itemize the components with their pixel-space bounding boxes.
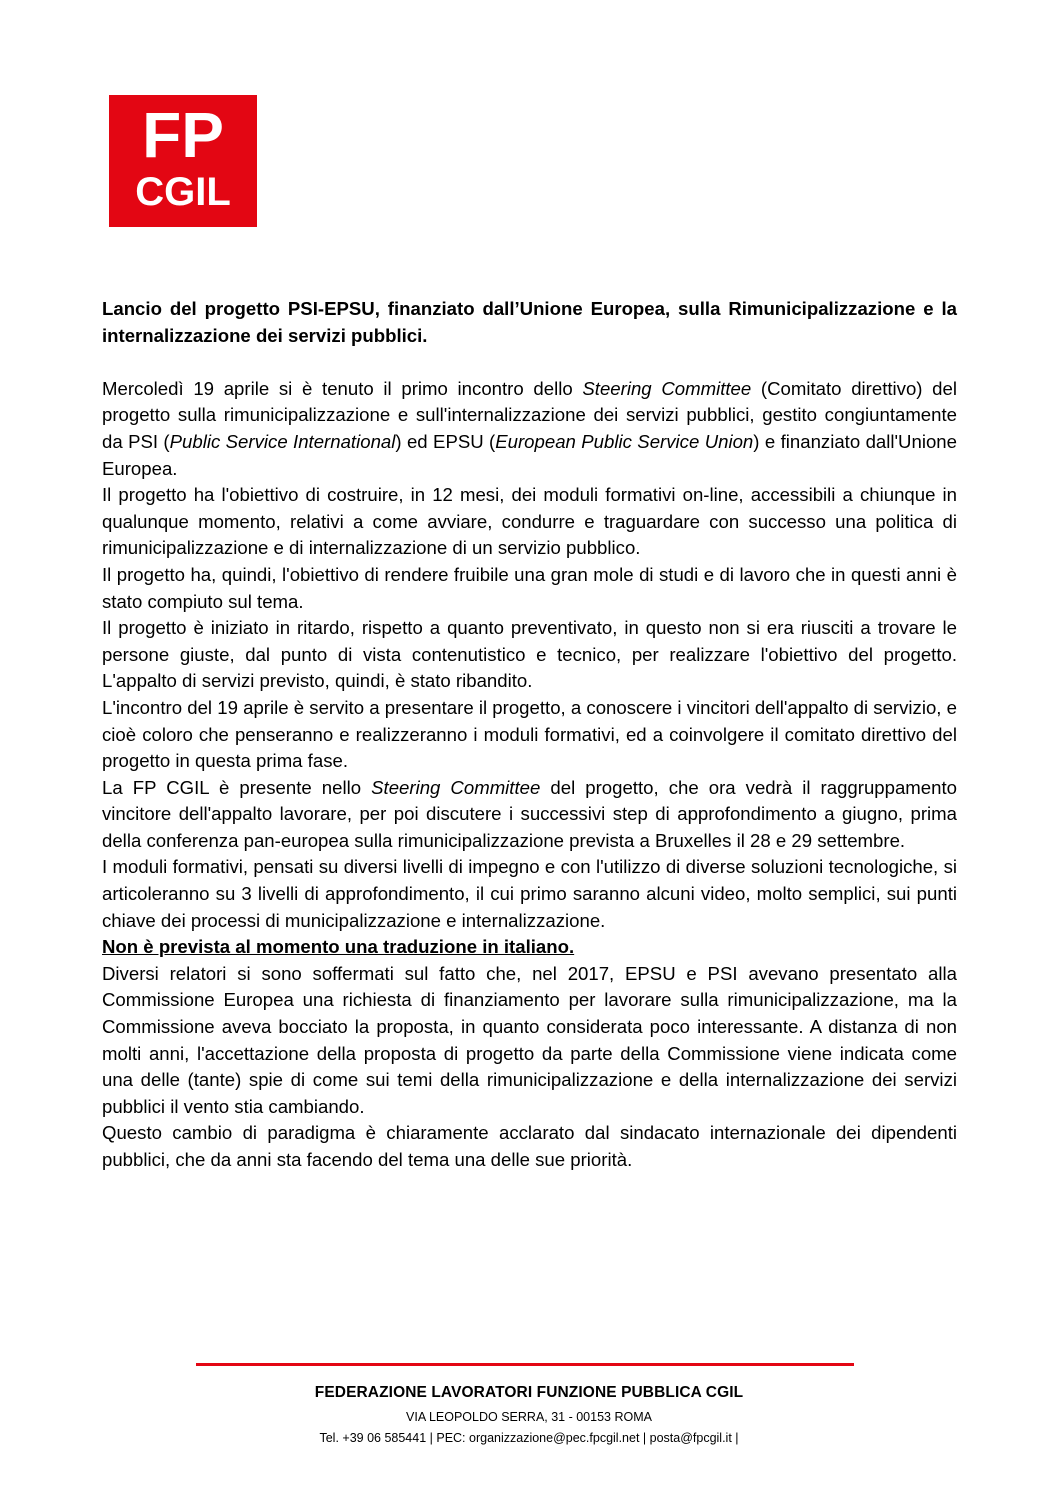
document-body bbox=[102, 296, 957, 1174]
footer-organization: FEDERAZIONE LAVORATORI FUNZIONE PUBBLICA CGIL bbox=[314, 1384, 744, 1401]
paragraph-list bbox=[102, 376, 957, 1174]
body-paragraph: La FP CGIL è presente nello Steering Committee del progetto, che ora vedrà il raggruppamento vincitore dell'appalto lavorare, per poi discutere i successivi step di approfondimento a giugno, prima della conferenza pan-europea sulla rimunicipalizzazione prevista a Bruxelles il 28 e 29 settembre. bbox=[102, 776, 957, 851]
body-paragraph: Non è prevista al momento una traduzione in italiano. bbox=[102, 936, 575, 958]
body-paragraph: Il progetto è iniziato in ritardo, rispetto a quanto preventivato, in questo non si era riusciti a trovare le persone giuste, dal punto di vista contenutistico e tecnico, per realizzare l'obiettivo del progetto. L'appalto di servizi previsto, quindi, è stato ribandito. bbox=[102, 617, 957, 692]
body-paragraph: Questo cambio di paradigma è chiaramente acclarato dal sindacato internazionale dei dipendenti pubblici, che da anni sta facendo del tema una delle sue priorità. bbox=[102, 1122, 957, 1170]
document-title: Lancio del progetto PSI-EPSU, finanziato dall’Unione Europea, sulla Rimunicipalizzazione e la internalizzazione dei servizi pubblici. bbox=[102, 298, 957, 346]
footer-divider bbox=[196, 1363, 854, 1366]
body-paragraph: Il progetto ha, quindi, l'obiettivo di rendere fruibile una gran mole di studi e di lavoro che in questi anni è stato compiuto sul tema. bbox=[102, 563, 957, 612]
body-paragraph: I moduli formativi, pensati su diversi livelli di impegno e con l'utilizzo di diverse soluzioni tecnologiche, si articoleranno su 3 livelli di approfondimento, il cui primo saranno alcuni video, molto semplici, sui punti chiave dei processi di municipalizzazione e internalizzazione. bbox=[102, 856, 957, 931]
body-paragraph: Diversi relatori si sono soffermati sul fatto che, nel 2017, EPSU e PSI avevano presentato alla Commissione Europea una richiesta di finanziamento per lavorare sulla rimunicipalizzazione, ma la Commissione aveva bocciato la proposta, in quanto considerata poco interessante. A distanza di non molti anni, l'accettazione della proposta di progetto da parte della Commissione viene indicata come una delle (tante) spie di come sui temi della rimunicipalizzazione e della internalizzazione dei servizi pubblici il vento stia cambiando. bbox=[102, 962, 957, 1117]
logo-text-cgil: CGIL bbox=[135, 170, 231, 214]
body-paragraph: Mercoledì 19 aprile si è tenuto il primo incontro dello Steering Committee (Comitato direttivo) del progetto sulla rimunicipalizzazione e sull'internalizzazione dei servizi pubblici, gestito congiuntamente da PSI (Public Service International) ed EPSU (European Public Service Union) e finanziato dall'Unione Europea. bbox=[102, 377, 957, 479]
body-paragraph: Il progetto ha l'obiettivo di costruire, in 12 mesi, dei moduli formativi on-line, accessibili a chiunque in qualunque momento, relativi a come avviare, condurre e traguardare con successo una politica di rimunicipalizzazione e di internalizzazione di un servizio pubblico. bbox=[102, 484, 957, 559]
footer-contacts: Tel. +39 06 585441 | PEC: organizzazione@pec.fpcgil.net | posta@fpcgil.it | bbox=[319, 1431, 739, 1445]
fp-cgil-logo bbox=[109, 95, 257, 227]
logo-text-fp: FP bbox=[142, 99, 224, 171]
footer-address: VIA LEOPOLDO SERRA, 31 - 00153 ROMA bbox=[406, 1410, 652, 1424]
body-paragraph: L'incontro del 19 aprile è servito a presentare il progetto, a conoscere i vincitori dell'appalto di servizio, e cioè coloro che penseranno e realizzeranno i moduli formativi, ed a coinvolgere il comitato direttivo del progetto in questa prima fase. bbox=[102, 696, 957, 772]
